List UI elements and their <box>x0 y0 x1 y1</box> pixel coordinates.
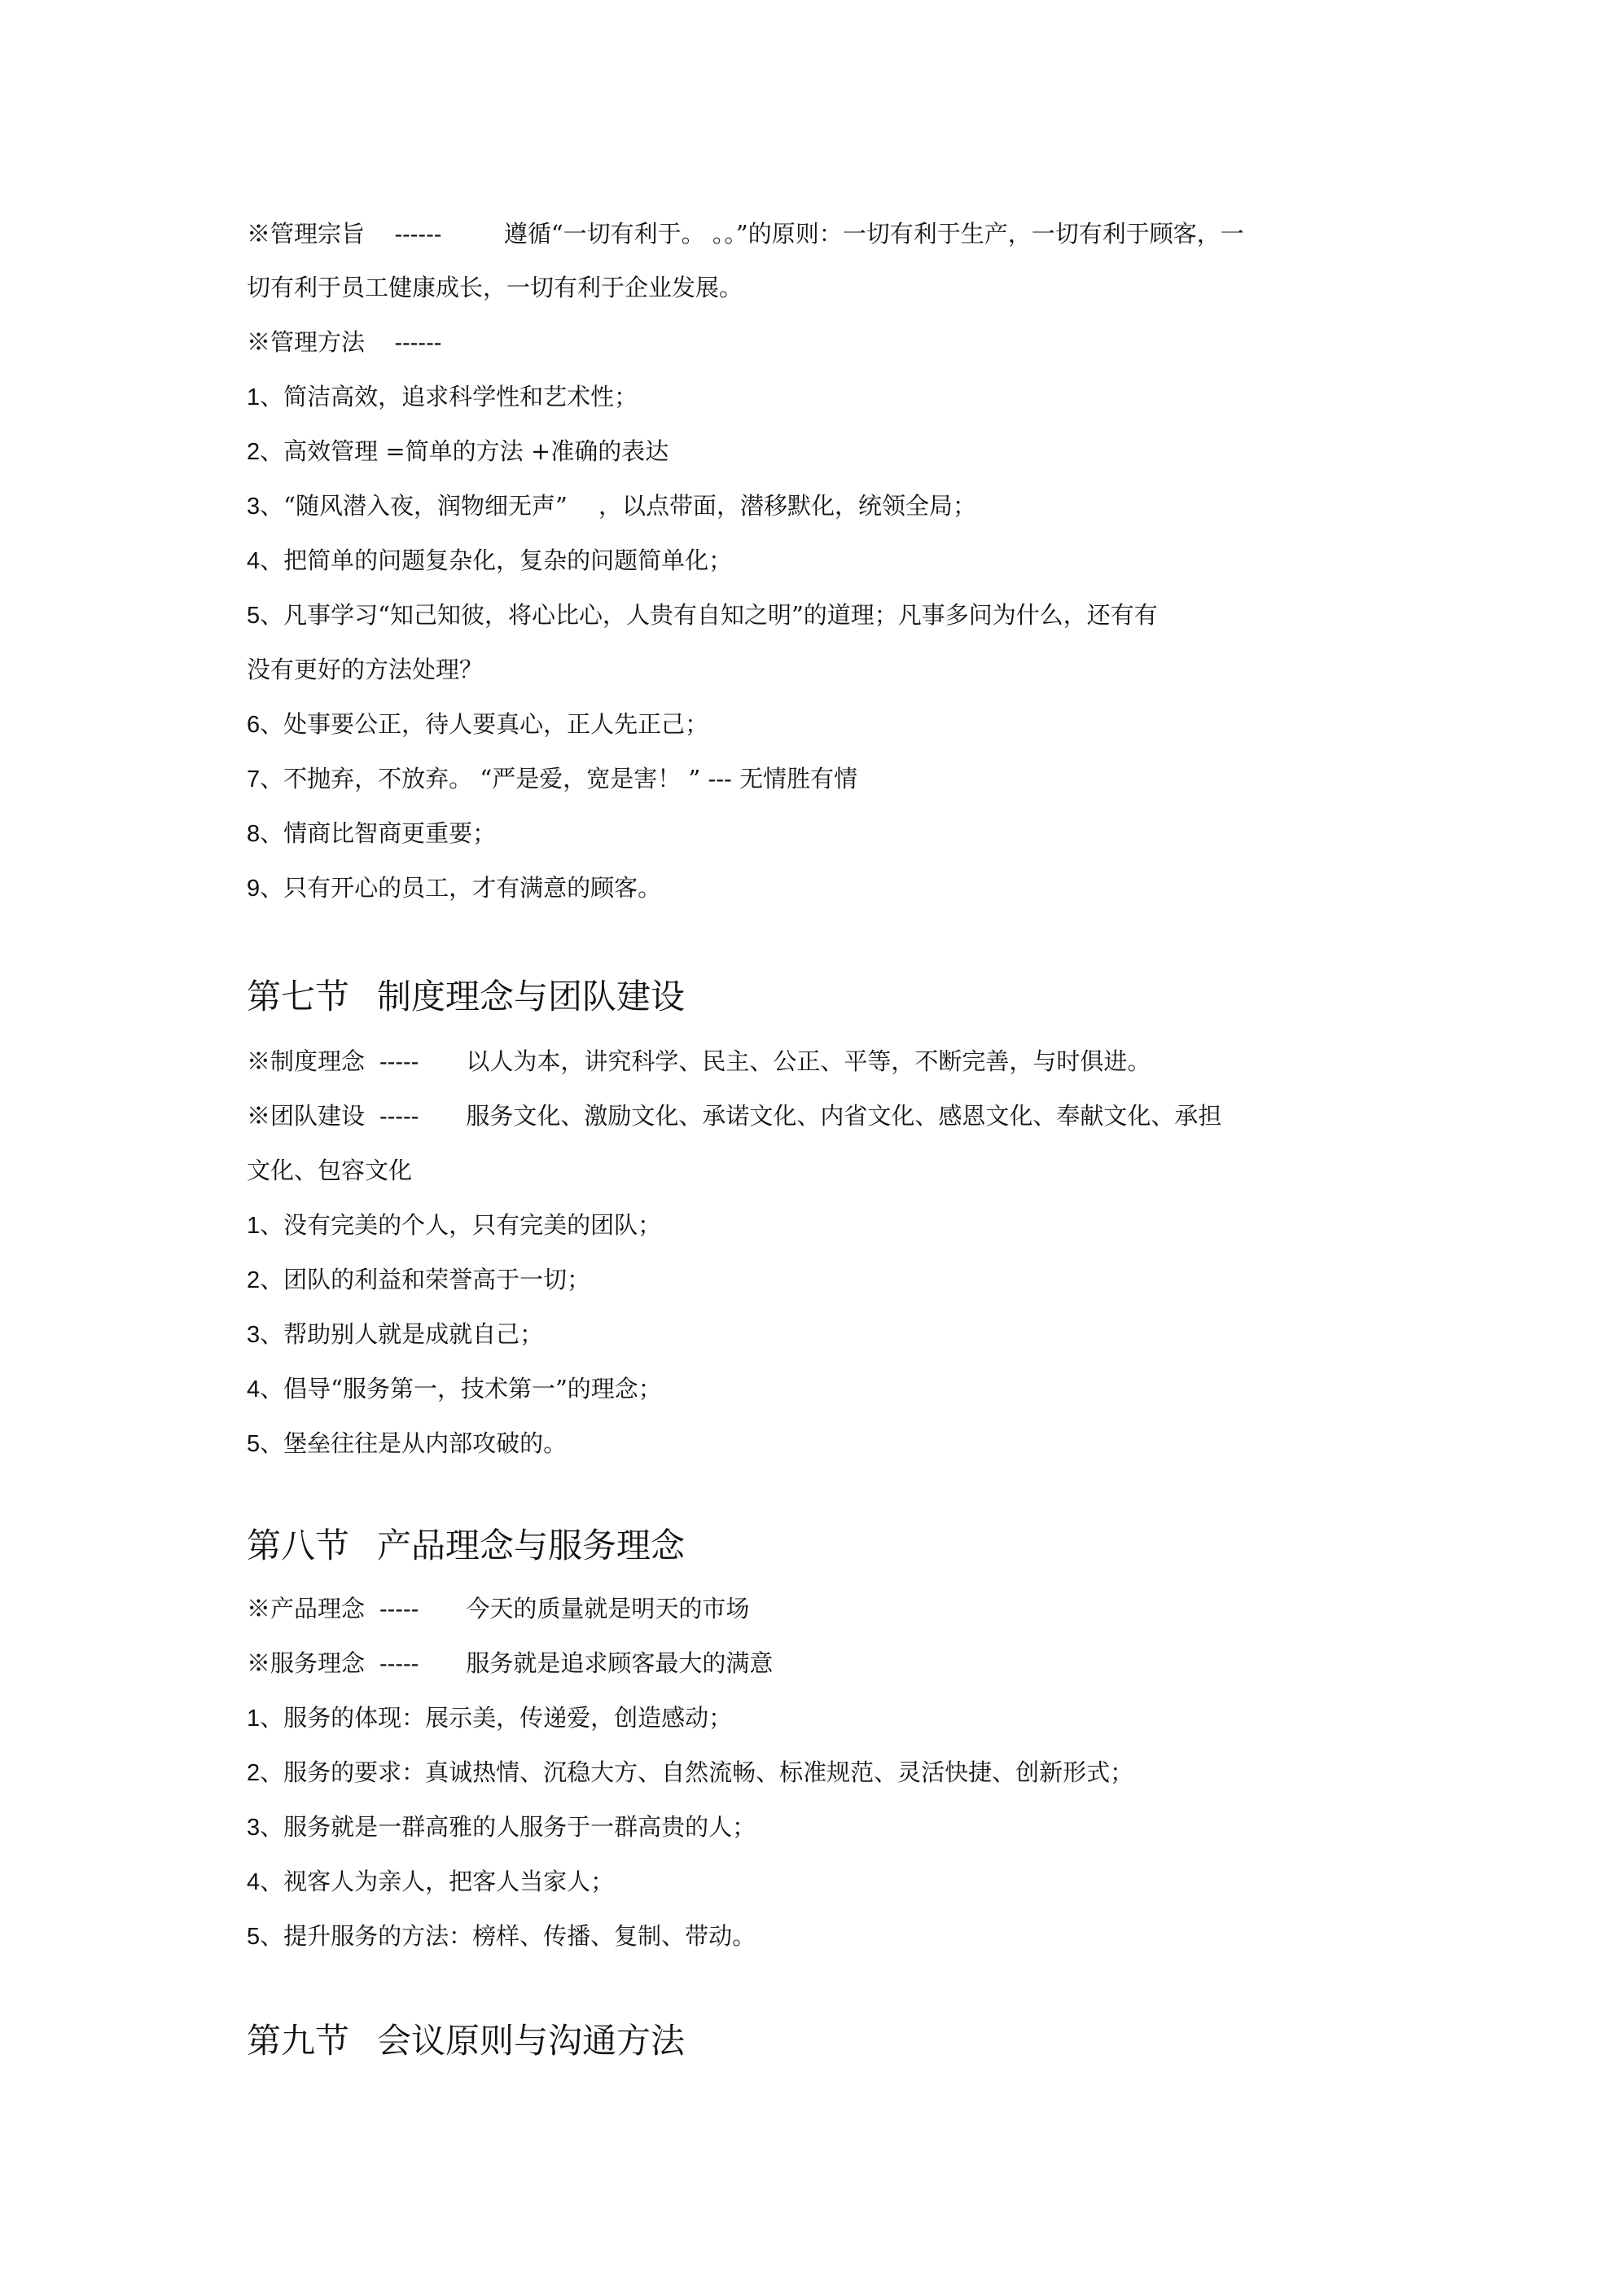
list-item: 3、服务就是一群高雅的人服务于一群高贵的人； <box>247 1813 756 1841</box>
list-item: 6、处事要公正，待人要真心，正人先正己； <box>247 710 709 738</box>
list-item: 1、简洁高效，追求科学性和艺术性； <box>247 383 638 410</box>
mgmt-method-line <box>247 326 1387 359</box>
list-item: 2、团队的利益和荣誉高于一切； <box>247 1266 591 1293</box>
list-item: 1、服务的体现：展示美，传递爱，创造感动； <box>247 1704 733 1732</box>
team-building-continuation: 文化、包容文化 <box>247 1157 413 1184</box>
list-item: 2、服务的要求：真诚热情、沉稳大方、自然流畅、标准规范、灵活快捷、创新形式； <box>247 1758 1134 1786</box>
list-item: 7、不抛弃，不放弃。 “严是爱，宽是害！ ” --- 无情胜有情 <box>247 765 858 792</box>
list-item: 4、把简单的问题复杂化，复杂的问题简单化； <box>247 547 733 574</box>
section-title: 产品理念与服务理念 <box>377 1526 686 1565</box>
section-title: 制度理念与团队建设 <box>377 977 686 1016</box>
list-item: 3、帮助别人就是成就自己； <box>247 1320 544 1348</box>
mgmt-purpose-line <box>247 217 1387 251</box>
list-item: 1、没有完美的个人，只有完美的团队； <box>247 1211 662 1239</box>
mgmt-method-dash: ------ <box>394 330 442 356</box>
section-heading <box>247 1523 685 1569</box>
section-number: 第七节 <box>247 977 350 1016</box>
system-concept-line: ※制度理念 ----- 以人为本，讲究科学、民主、公正、平等，不断完善，与时俱进。 <box>247 1047 1151 1075</box>
mgmt-purpose-text: 遵循“一切有利于。 。。”的原则：一切有利于生产，一切有利于顾客，一 <box>503 220 1244 248</box>
mgmt-purpose-dash: ------ <box>394 222 442 248</box>
section-title: 会议原则与沟通方法 <box>377 2021 686 2061</box>
list-item: 5、堡垒往往是从内部攻破的。 <box>247 1429 568 1457</box>
list-item: 8、情商比智商更重要； <box>247 819 497 847</box>
list-item: 4、倡导“服务第一，技术第一”的理念； <box>247 1375 662 1403</box>
section-number: 第九节 <box>247 2021 350 2061</box>
service-concept-line: ※服务理念 ----- 服务就是追求顾客最大的满意 <box>247 1649 774 1677</box>
list-item: 9、只有开心的员工，才有满意的顾客。 <box>247 874 662 902</box>
section-number: 第八节 <box>247 1526 350 1565</box>
section-heading <box>247 2018 685 2064</box>
product-concept-line: ※产品理念 ----- 今天的质量就是明天的市场 <box>247 1595 750 1622</box>
mgmt-method-label: ※管理方法 <box>247 328 366 356</box>
list-item-continuation: 没有更好的方法处理？ <box>247 656 484 683</box>
mgmt-purpose-label: ※管理宗旨 <box>247 220 366 248</box>
list-item: 5、提升服务的方法：榜样、传播、复制、带动。 <box>247 1922 756 1950</box>
list-item: 4、视客人为亲人，把客人当家人； <box>247 1868 615 1895</box>
section-heading <box>247 974 685 1020</box>
list-item: 2、高效管理 =简单的方法 +准确的表达 <box>247 437 669 465</box>
list-item: 3、“随风潜入夜，润物细无声” ，以点带面，潜移默化，统领全局； <box>247 492 977 520</box>
team-building-line: ※团队建设 ----- 服务文化、激励文化、承诺文化、内省文化、感恩文化、奉献文化、承担 <box>247 1102 1222 1130</box>
list-item: 5、凡事学习“知己知彼，将心比心，人贵有自知之明”的道理；凡事多问为什么，还有有 <box>247 601 1158 629</box>
mgmt-purpose-continuation: 切有利于员工健康成长，一切有利于企业发展。 <box>247 274 743 301</box>
